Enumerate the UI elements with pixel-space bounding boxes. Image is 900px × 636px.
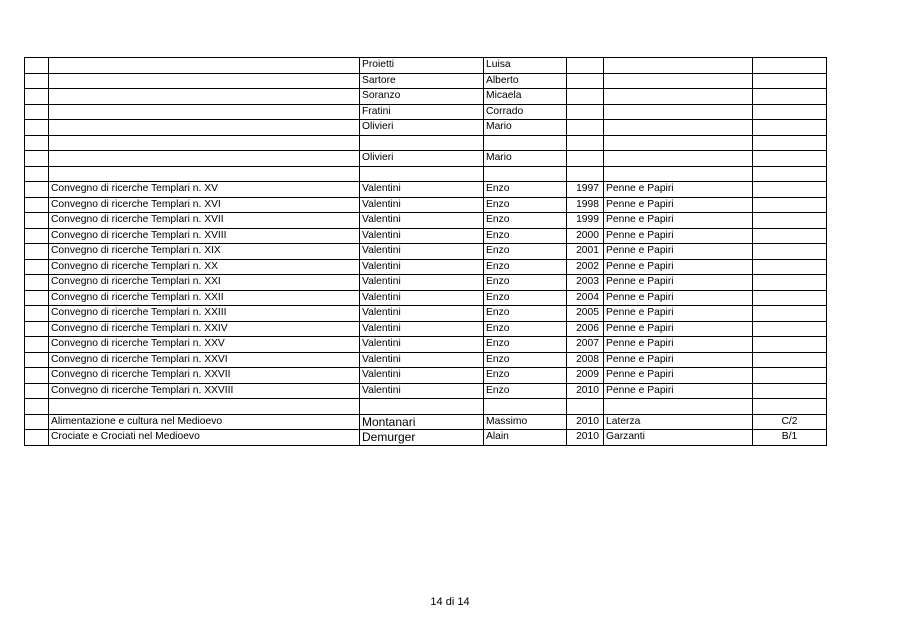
cell-publisher: Penne e Papiri — [604, 228, 753, 244]
cell-year — [567, 89, 604, 105]
cell-title — [49, 166, 360, 182]
cell-title — [49, 89, 360, 105]
cell-publisher: Penne e Papiri — [604, 244, 753, 260]
cell-year — [567, 166, 604, 182]
cell-location — [753, 135, 827, 151]
table-row — [25, 89, 827, 105]
cell-author-last-name: Valentini — [360, 197, 484, 213]
cell-publisher: Penne e Papiri — [604, 306, 753, 322]
cell-year — [567, 104, 604, 120]
cell-author-first-name: Enzo — [484, 228, 567, 244]
cell-author-last-name: Valentini — [360, 275, 484, 291]
cell-title: Convegno di ricerche Templari n. XVII — [49, 213, 360, 229]
cell-publisher — [604, 73, 753, 89]
cell-number — [25, 135, 49, 151]
cell-publisher: Penne e Papiri — [604, 321, 753, 337]
cell-author-last-name: Valentini — [360, 368, 484, 384]
cell-location — [753, 182, 827, 198]
cell-number — [25, 73, 49, 89]
cell-number — [25, 321, 49, 337]
cell-location — [753, 104, 827, 120]
cell-author-first-name: Enzo — [484, 321, 567, 337]
cell-author-first-name: Enzo — [484, 275, 567, 291]
cell-number — [25, 228, 49, 244]
table-row — [25, 182, 827, 198]
cell-author-last-name — [360, 399, 484, 415]
cell-title — [49, 151, 360, 167]
cell-publisher: Penne e Papiri — [604, 213, 753, 229]
cell-location — [753, 244, 827, 260]
cell-year — [567, 399, 604, 415]
cell-title — [49, 73, 360, 89]
cell-publisher: Penne e Papiri — [604, 383, 753, 399]
cell-author-first-name: Mario — [484, 120, 567, 136]
cell-author-last-name: Valentini — [360, 182, 484, 198]
cell-number — [25, 213, 49, 229]
cell-location — [753, 352, 827, 368]
cell-title: Convegno di ricerche Templari n. XVI — [49, 197, 360, 213]
cell-number — [25, 290, 49, 306]
table-row — [25, 151, 827, 167]
cell-title — [49, 104, 360, 120]
table-row — [25, 166, 827, 182]
cell-year: 2007 — [567, 337, 604, 353]
table-row — [25, 135, 827, 151]
cell-title: Convegno di ricerche Templari n. XXI — [49, 275, 360, 291]
cell-author-last-name — [360, 166, 484, 182]
cell-author-last-name: Sartore — [360, 73, 484, 89]
cell-number — [25, 275, 49, 291]
cell-location — [753, 58, 827, 74]
cell-author-first-name: Enzo — [484, 213, 567, 229]
cell-author-last-name: Proietti — [360, 58, 484, 74]
cell-year — [567, 58, 604, 74]
cell-author-first-name: Enzo — [484, 383, 567, 399]
cell-year: 2010 — [567, 414, 604, 430]
cell-year — [567, 135, 604, 151]
cell-title: Convegno di ricerche Templari n. XXVIII — [49, 383, 360, 399]
table-row — [25, 58, 827, 74]
cell-author-first-name — [484, 135, 567, 151]
cell-publisher: Garzanti — [604, 430, 753, 446]
cell-location — [753, 213, 827, 229]
cell-year — [567, 73, 604, 89]
cell-location — [753, 166, 827, 182]
cell-location — [753, 197, 827, 213]
cell-year: 2003 — [567, 275, 604, 291]
cell-author-last-name: Fratini — [360, 104, 484, 120]
cell-location: B/1 — [753, 430, 827, 446]
cell-year — [567, 120, 604, 136]
cell-publisher: Penne e Papiri — [604, 259, 753, 275]
cell-author-last-name: Valentini — [360, 259, 484, 275]
cell-publisher — [604, 104, 753, 120]
cell-location — [753, 290, 827, 306]
cell-author-last-name: Demurger — [360, 430, 484, 446]
table-body — [25, 58, 827, 446]
cell-year — [567, 151, 604, 167]
cell-publisher — [604, 89, 753, 105]
cell-number — [25, 352, 49, 368]
cell-number — [25, 259, 49, 275]
cell-author-first-name: Enzo — [484, 337, 567, 353]
cell-author-last-name: Valentini — [360, 244, 484, 260]
cell-author-first-name: Enzo — [484, 259, 567, 275]
cell-number — [25, 182, 49, 198]
cell-author-first-name: Luisa — [484, 58, 567, 74]
cell-number — [25, 383, 49, 399]
cell-author-first-name: Mario — [484, 151, 567, 167]
cell-title: Alimentazione e cultura nel Medioevo — [49, 414, 360, 430]
cell-title: Convegno di ricerche Templari n. XXV — [49, 337, 360, 353]
table-row — [25, 259, 827, 275]
cell-number — [25, 337, 49, 353]
cell-author-last-name: Valentini — [360, 290, 484, 306]
cell-title: Convegno di ricerche Templari n. XXVII — [49, 368, 360, 384]
cell-publisher — [604, 166, 753, 182]
cell-year: 1999 — [567, 213, 604, 229]
cell-number — [25, 151, 49, 167]
table-row — [25, 244, 827, 260]
cell-publisher — [604, 151, 753, 167]
cell-year: 2002 — [567, 259, 604, 275]
cell-title: Convegno di ricerche Templari n. XVIII — [49, 228, 360, 244]
cell-title: Convegno di ricerche Templari n. XXII — [49, 290, 360, 306]
table-row — [25, 399, 827, 415]
cell-publisher — [604, 399, 753, 415]
cell-title: Convegno di ricerche Templari n. XXIII — [49, 306, 360, 322]
cell-year: 2008 — [567, 352, 604, 368]
cell-author-first-name: Enzo — [484, 368, 567, 384]
cell-author-last-name: Valentini — [360, 383, 484, 399]
cell-author-last-name: Olivieri — [360, 120, 484, 136]
cell-author-first-name — [484, 166, 567, 182]
cell-author-last-name: Valentini — [360, 337, 484, 353]
cell-author-last-name: Valentini — [360, 213, 484, 229]
cell-publisher: Penne e Papiri — [604, 275, 753, 291]
table-row — [25, 368, 827, 384]
cell-author-first-name: Alain — [484, 430, 567, 446]
table-row — [25, 321, 827, 337]
cell-publisher — [604, 135, 753, 151]
cell-year: 1997 — [567, 182, 604, 198]
cell-year: 2006 — [567, 321, 604, 337]
cell-year: 2001 — [567, 244, 604, 260]
cell-title — [49, 58, 360, 74]
cell-location — [753, 259, 827, 275]
cell-author-last-name: Olivieri — [360, 151, 484, 167]
cell-year: 2010 — [567, 383, 604, 399]
cell-title — [49, 399, 360, 415]
cell-author-last-name: Valentini — [360, 228, 484, 244]
table-row — [25, 290, 827, 306]
cell-location — [753, 275, 827, 291]
cell-number — [25, 244, 49, 260]
cell-number — [25, 120, 49, 136]
cell-publisher: Penne e Papiri — [604, 368, 753, 384]
table-row — [25, 73, 827, 89]
cell-number — [25, 166, 49, 182]
table-row — [25, 352, 827, 368]
cell-title: Convegno di ricerche Templari n. XXVI — [49, 352, 360, 368]
cell-location — [753, 89, 827, 105]
cell-title: Convegno di ricerche Templari n. XX — [49, 259, 360, 275]
cell-title: Convegno di ricerche Templari n. XIX — [49, 244, 360, 260]
cell-number — [25, 104, 49, 120]
cell-author-last-name: Valentini — [360, 321, 484, 337]
table-row — [25, 383, 827, 399]
cell-publisher: Penne e Papiri — [604, 352, 753, 368]
cell-number — [25, 368, 49, 384]
cell-publisher — [604, 120, 753, 136]
cell-author-last-name: Montanari — [360, 414, 484, 430]
cell-publisher: Penne e Papiri — [604, 182, 753, 198]
cell-title — [49, 135, 360, 151]
cell-title — [49, 120, 360, 136]
cell-location — [753, 151, 827, 167]
cell-location — [753, 306, 827, 322]
cell-author-last-name — [360, 135, 484, 151]
cell-year: 2000 — [567, 228, 604, 244]
cell-location — [753, 120, 827, 136]
cell-location — [753, 399, 827, 415]
cell-location — [753, 383, 827, 399]
cell-author-first-name: Enzo — [484, 244, 567, 260]
cell-year: 2010 — [567, 430, 604, 446]
cell-author-first-name: Alberto — [484, 73, 567, 89]
cell-publisher: Penne e Papiri — [604, 337, 753, 353]
cell-author-first-name: Micaela — [484, 89, 567, 105]
cell-author-last-name: Valentini — [360, 352, 484, 368]
cell-number — [25, 89, 49, 105]
cell-number — [25, 414, 49, 430]
cell-publisher: Penne e Papiri — [604, 197, 753, 213]
table-row — [25, 120, 827, 136]
cell-author-last-name: Soranzo — [360, 89, 484, 105]
cell-title: Crociate e Crociati nel Medioevo — [49, 430, 360, 446]
cell-number — [25, 306, 49, 322]
cell-location: C/2 — [753, 414, 827, 430]
cell-year: 1998 — [567, 197, 604, 213]
table-row — [25, 228, 827, 244]
cell-author-first-name: Enzo — [484, 290, 567, 306]
table-row — [25, 306, 827, 322]
cell-location — [753, 73, 827, 89]
cell-year: 2009 — [567, 368, 604, 384]
cell-author-first-name: Corrado — [484, 104, 567, 120]
cell-year: 2004 — [567, 290, 604, 306]
cell-number — [25, 399, 49, 415]
table-row — [25, 275, 827, 291]
table-row — [25, 213, 827, 229]
cell-year: 2005 — [567, 306, 604, 322]
cell-author-first-name: Enzo — [484, 306, 567, 322]
table-row — [25, 104, 827, 120]
cell-author-last-name: Valentini — [360, 306, 484, 322]
table-row — [25, 430, 827, 446]
cell-author-first-name: Enzo — [484, 182, 567, 198]
table-row — [25, 337, 827, 353]
cell-publisher: Laterza — [604, 414, 753, 430]
book-inventory-table — [24, 57, 827, 446]
cell-number — [25, 430, 49, 446]
cell-author-first-name: Enzo — [484, 352, 567, 368]
table-row — [25, 414, 827, 430]
cell-title: Convegno di ricerche Templari n. XV — [49, 182, 360, 198]
page-number: 14 di 14 — [430, 596, 470, 608]
table-row — [25, 197, 827, 213]
cell-author-first-name: Enzo — [484, 197, 567, 213]
cell-number — [25, 58, 49, 74]
cell-author-first-name: Massimo — [484, 414, 567, 430]
cell-author-first-name — [484, 399, 567, 415]
cell-number — [25, 197, 49, 213]
cell-title: Convegno di ricerche Templari n. XXIV — [49, 321, 360, 337]
cell-location — [753, 321, 827, 337]
cell-location — [753, 368, 827, 384]
cell-publisher — [604, 58, 753, 74]
cell-location — [753, 228, 827, 244]
cell-publisher: Penne e Papiri — [604, 290, 753, 306]
cell-location — [753, 337, 827, 353]
